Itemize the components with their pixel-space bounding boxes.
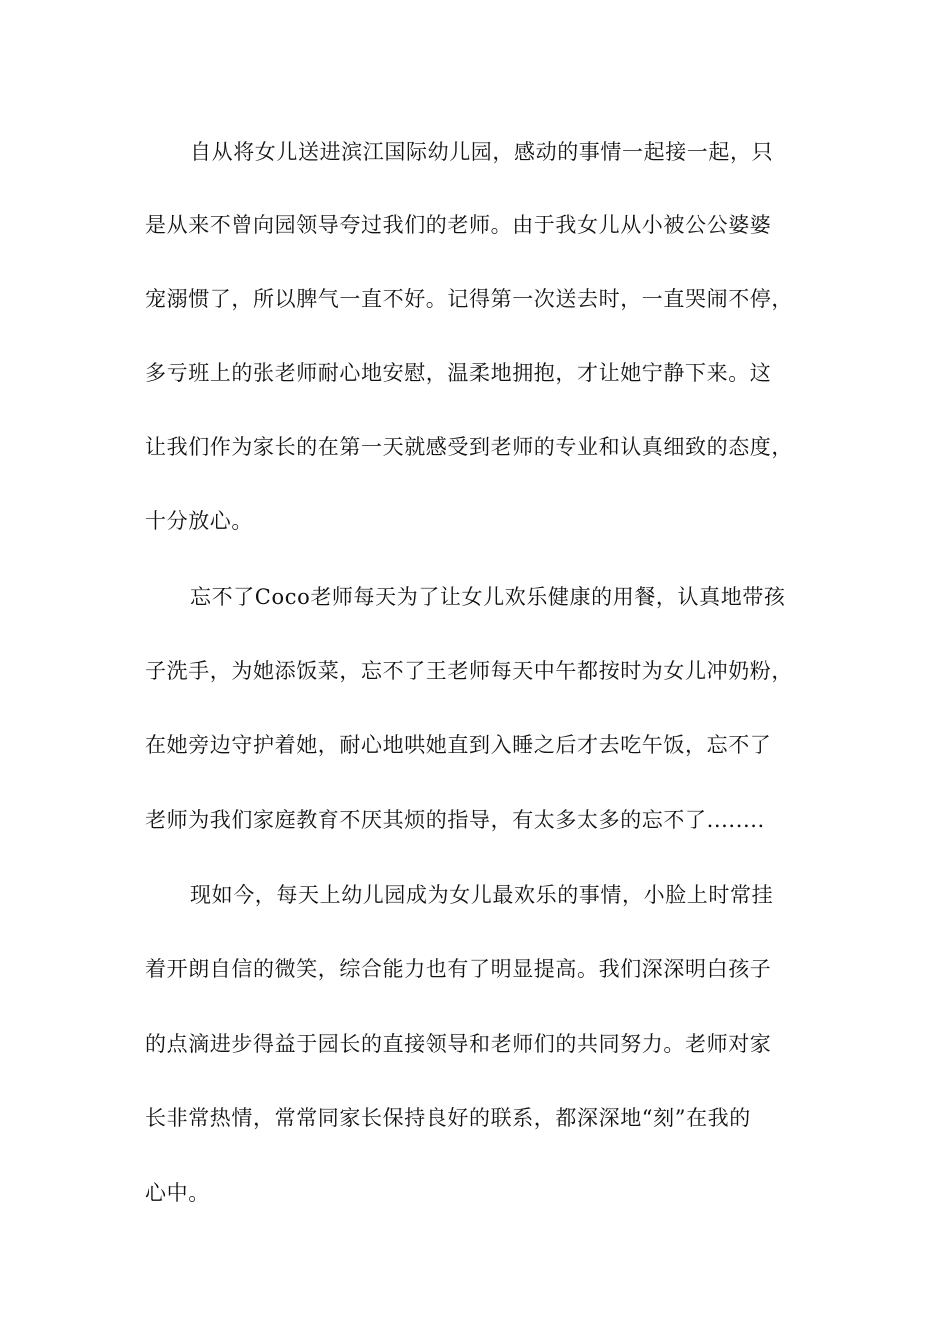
text-line: 忘不了Coco老师每天为了让女儿欢乐健康的用餐，认真地带孩 xyxy=(190,585,786,609)
text-line: 的点滴进步得益于园长的直接领导和老师们的共同努力。老师对家 xyxy=(145,1032,772,1056)
text-line: 现如今，每天上幼儿园成为女儿最欢乐的事情，小脸上时常挂 xyxy=(190,883,774,907)
text-line: 在她旁边守护着她，耐心地哄她直到入睡之后才去吃午饭，忘不了 xyxy=(145,733,772,757)
text-line: 自从将女儿送进滨江国际幼儿园，感动的事情一起接一起，只 xyxy=(190,140,774,164)
text-line: 是从来不曾向园领导夸过我们的老师。由于我女儿从小被公公婆婆 xyxy=(145,213,772,237)
text-line: 心中。 xyxy=(145,1181,210,1205)
text-line: 子洗手，为她添饭菜，忘不了王老师每天中午都按时为女儿冲奶粉， xyxy=(145,659,793,683)
text-line: 长非常热情，常常同家长保持良好的联系，都深深地“刻”在我的 xyxy=(145,1106,751,1130)
text-line: 老师为我们家庭教育不厌其烦的指导，有太多太多的忘不了........ xyxy=(145,808,765,832)
text-line: 多亏班上的张老师耐心地安慰，温柔地拥抱，才让她宁静下来。这 xyxy=(145,361,772,385)
text-line: 十分放心。 xyxy=(145,509,253,533)
text-line: 宠溺惯了，所以脾气一直不好。记得第一次送去时，一直哭闹不停， xyxy=(145,287,793,311)
text-line: 着开朗自信的微笑，综合能力也有了明显提高。我们深深明白孩子 xyxy=(145,957,772,981)
text-line: 让我们作为家长的在第一天就感受到老师的专业和认真细致的态度， xyxy=(145,435,793,459)
